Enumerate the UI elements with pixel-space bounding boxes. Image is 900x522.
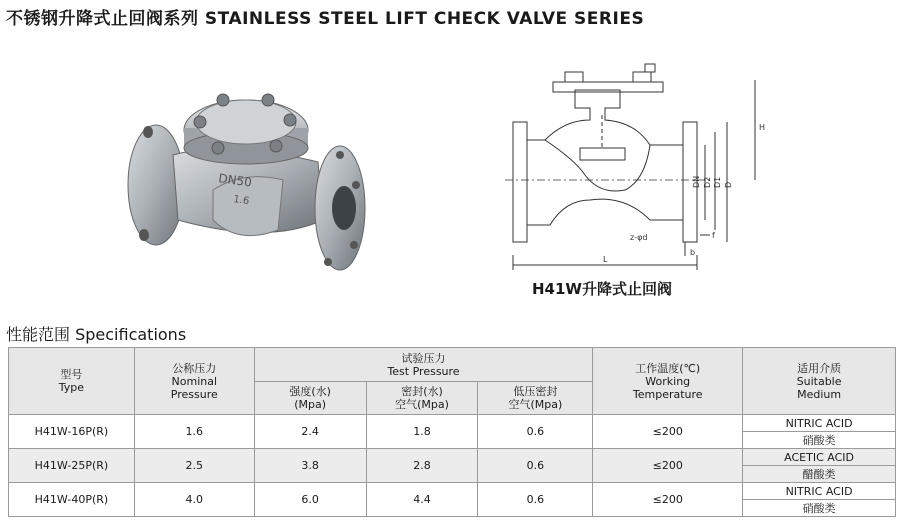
header-nominal: 公称压力 Nominal Pressure (134, 348, 254, 415)
table-row: H41W-16P(R) 1.6 2.4 1.8 0.6 ≤200 NITRIC ACID (9, 415, 896, 432)
header-temperature: 工作温度(℃) Working Temperature (593, 348, 743, 415)
dim-d1: D1 (713, 176, 722, 188)
technical-drawing (505, 60, 790, 280)
table-row: H41W-40P(R) 4.0 6.0 4.4 0.6 ≤200 NITRIC ACID (9, 483, 896, 500)
drawing-caption: H41W升降式止回阀 (532, 280, 672, 298)
dim-d2: D2 (703, 176, 712, 188)
dim-d: D (724, 181, 733, 188)
dim-zd: z-φd (630, 233, 648, 242)
header-medium: 适用介质 Suitable Medium (743, 348, 896, 415)
dn-marking: DN50 (217, 171, 253, 190)
dim-f: f (712, 231, 715, 240)
svg-text:1.6: 1.6 (232, 194, 250, 208)
dim-dn: DN (692, 175, 701, 188)
header-type: 型号 Type (9, 348, 135, 415)
specs-title: 性能范围 Specifications (6, 325, 187, 344)
header-test-pressure: 试验压力 Test Pressure (254, 348, 593, 382)
header-strength: 强度(水) (Mpa) (254, 382, 366, 415)
dim-l: L (603, 255, 608, 264)
specs-table: 型号 Type 公称压力 Nominal Pressure 试验压力 Test Pressure 工作温度(℃) Working Temperature 适用介质 Suitable Medium 强度(水) (Mpa) 密封(水) 空气(Mpa) 低压密封 空气(Mpa) H41W-16P(R) 1.6 2.4 1.8 0.6 ≤200 NITRIC ACID 硝酸类 H41W-25P(R) 2.5 3.8 2.8 0.6 ≤200 ACETIC ACID 醋酸类 H41W-40P(R) 4.0 6.0 4.4 0.6 ≤200 NITRIC ACID 硝酸类 (8, 347, 896, 517)
page-title: 不锈钢升降式止回阀系列 STAINLESS STEEL LIFT CHECK VALVE SERIES (6, 9, 645, 29)
header-seal: 密封(水) 空气(Mpa) (366, 382, 478, 415)
header-low-seal: 低压密封 空气(Mpa) (478, 382, 593, 415)
table-row: H41W-25P(R) 2.5 3.8 2.8 0.6 ≤200 ACETIC ACID (9, 449, 896, 466)
valve-photo (118, 70, 368, 302)
dim-h: H (759, 123, 766, 132)
dim-b: b (690, 248, 696, 257)
